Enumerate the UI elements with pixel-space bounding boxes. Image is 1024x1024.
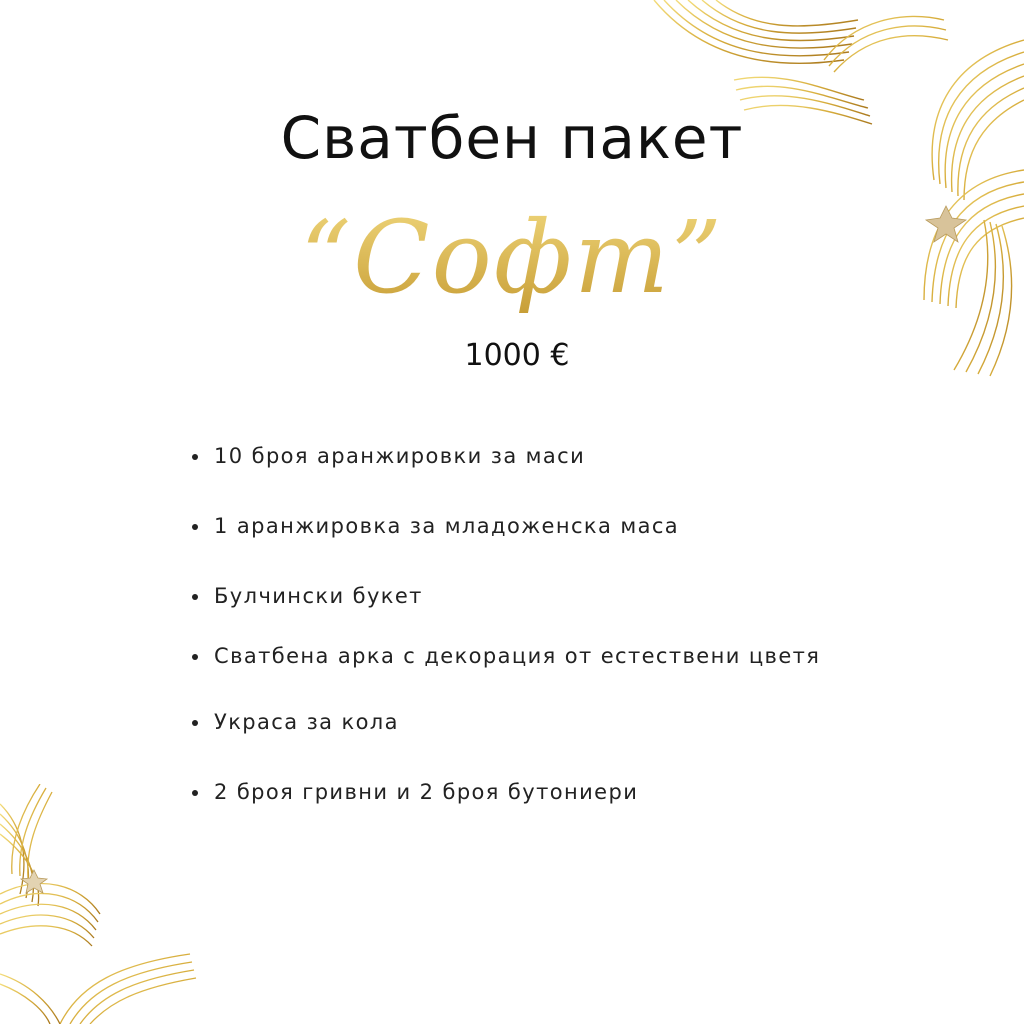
package-name-text: “Софт” bbox=[299, 199, 725, 316]
list-item: 10 броя аранжировки за маси bbox=[192, 440, 852, 472]
feature-list bbox=[192, 440, 852, 846]
list-item: Булчински букет bbox=[192, 580, 852, 612]
list-item: Сватбена арка с декорация от естествени цветя bbox=[192, 640, 852, 672]
list-item: Украса за кола bbox=[192, 706, 852, 738]
gold-line-leaves-icon bbox=[0, 784, 200, 1024]
list-item: 1 аранжировка за младоженска маса bbox=[192, 510, 852, 542]
page-title: Сватбен пакет bbox=[280, 104, 744, 172]
gold-line-flower-icon bbox=[624, 0, 1024, 380]
price: 1000 € bbox=[464, 338, 570, 373]
list-item: 2 броя гривни и 2 броя бутониери bbox=[192, 776, 852, 808]
package-name bbox=[0, 198, 1024, 318]
